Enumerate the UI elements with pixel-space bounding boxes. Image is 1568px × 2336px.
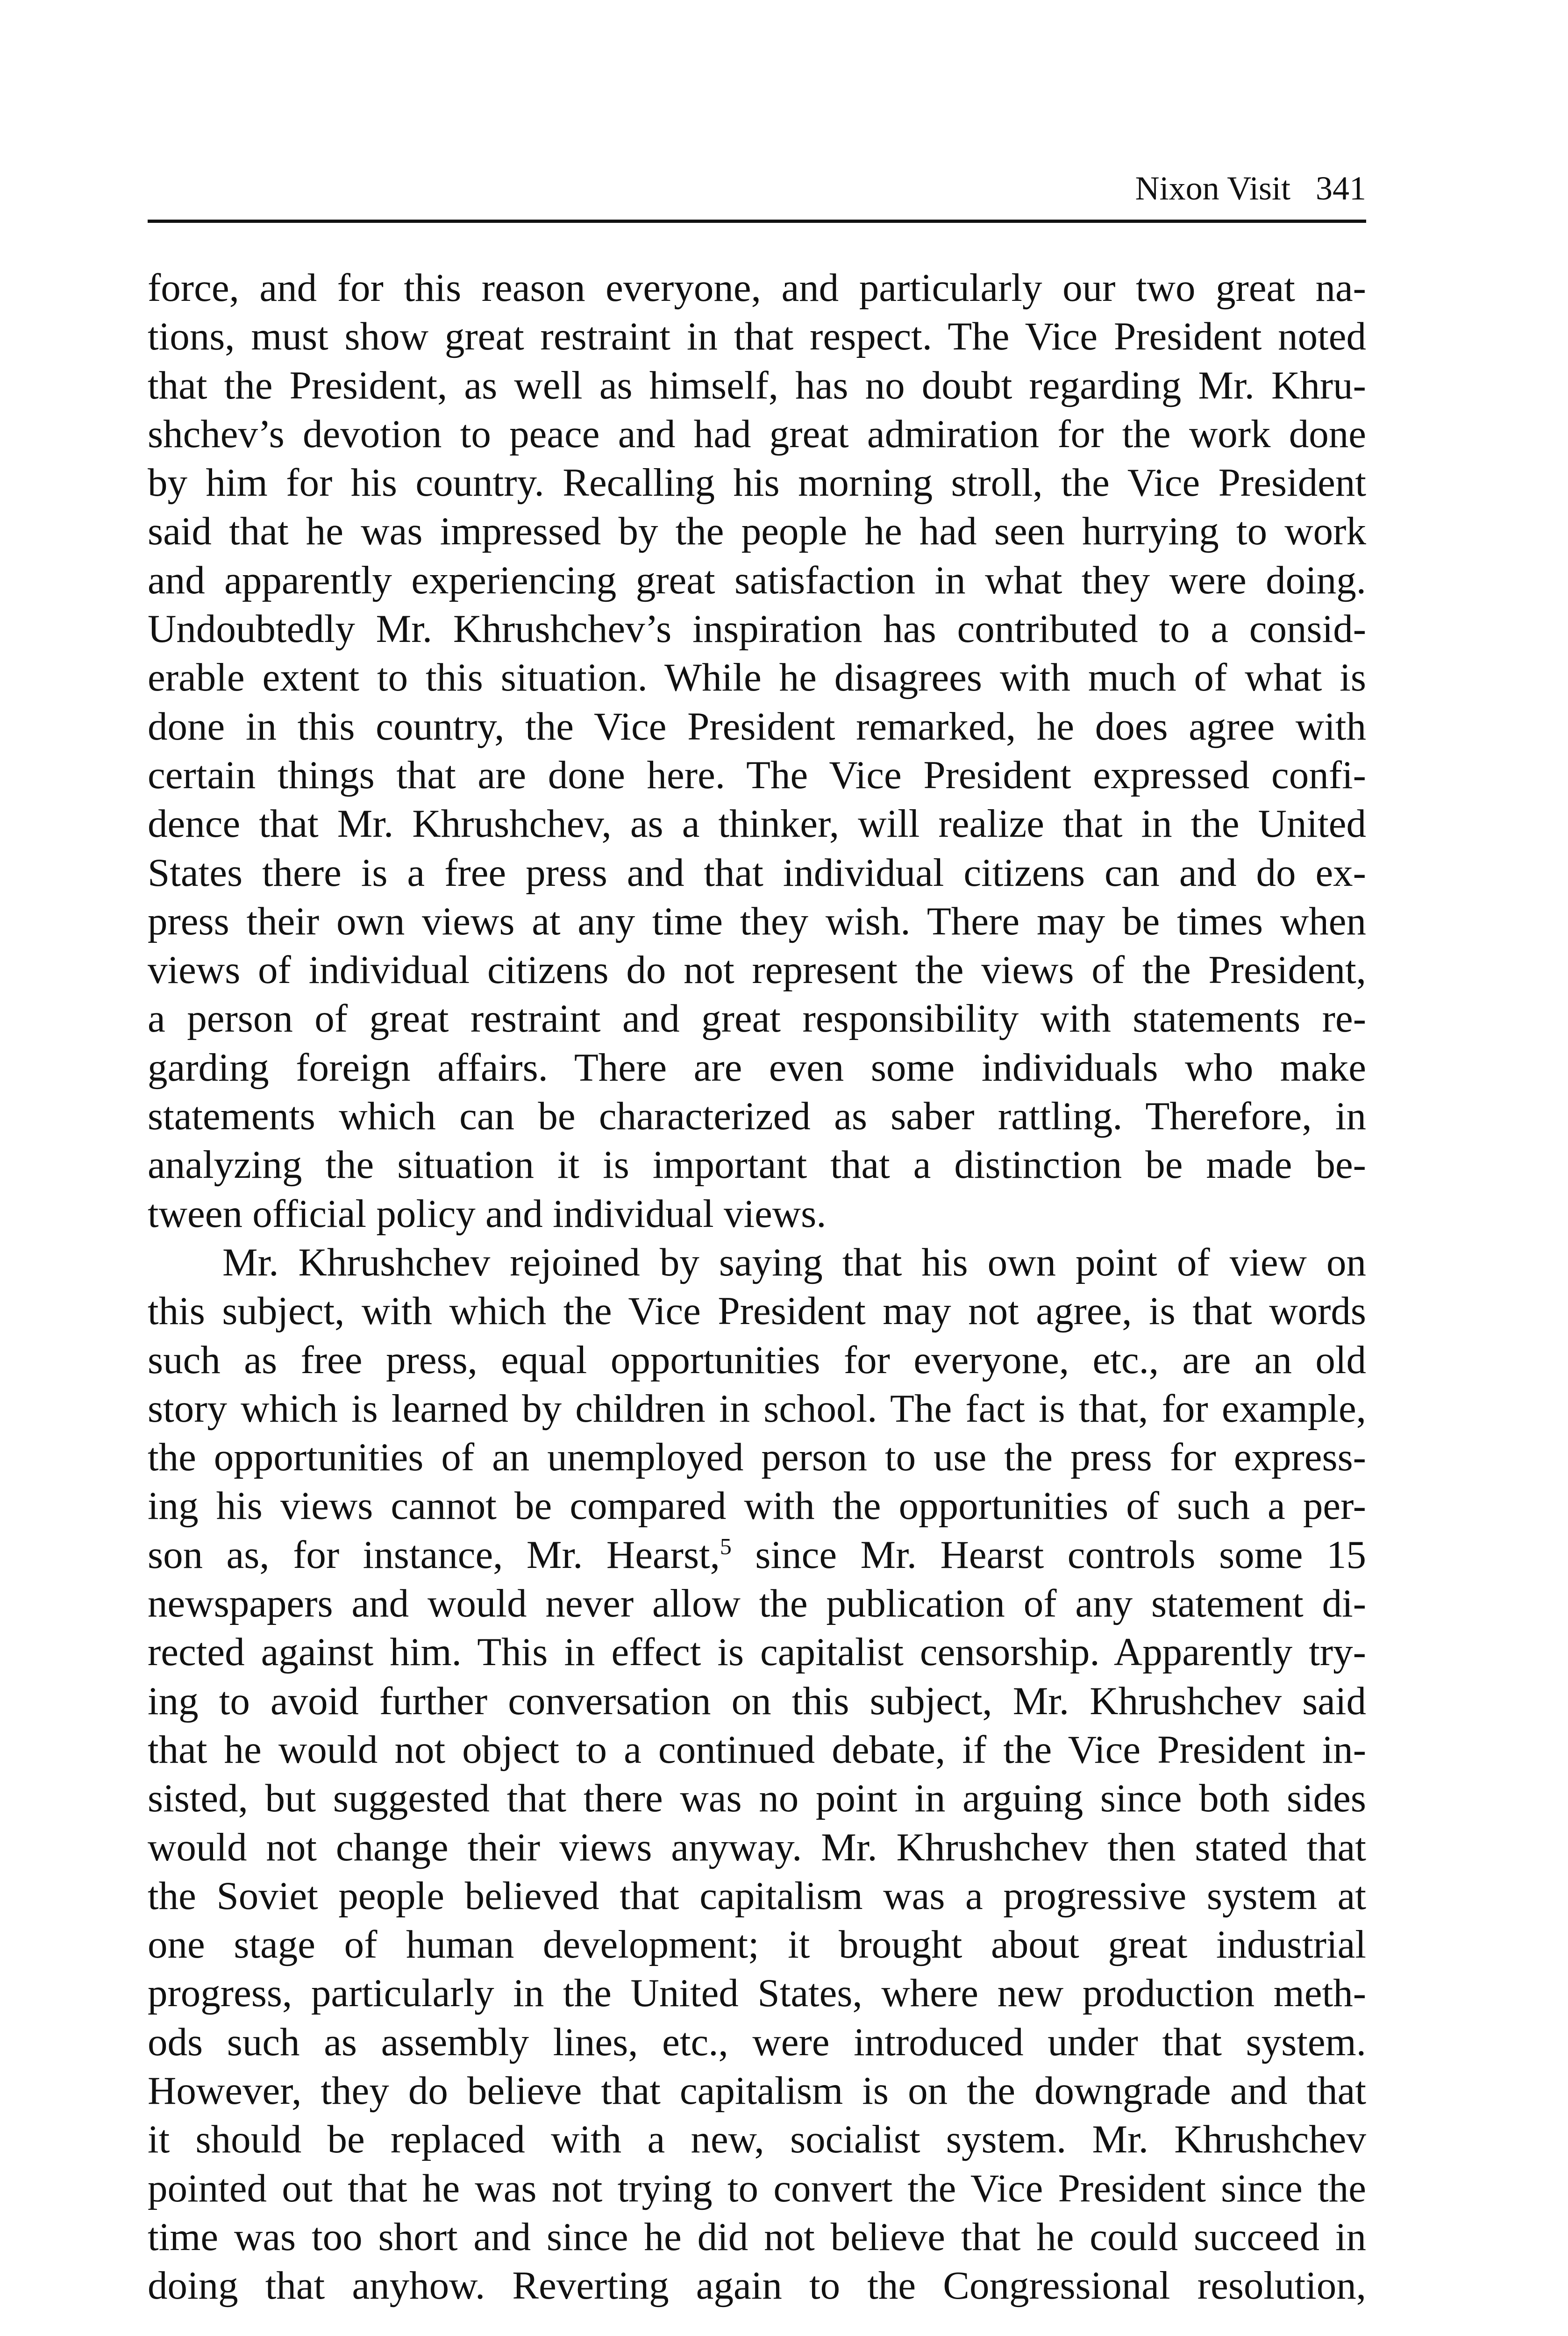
body-text — [148, 264, 1366, 2310]
text-line: that he would not object to a continued debate, if the Vice President in- — [148, 1727, 1366, 1772]
text-line: newspapers and would never allow the publication of any statement di- — [148, 1581, 1366, 1626]
text-line: sisted, but suggested that there was no point in arguing since both sides — [148, 1776, 1366, 1821]
text-line: rected against him. This in effect is capitalist censorship. Apparently try- — [148, 1630, 1366, 1674]
text-line: such as free press, equal opportunities for everyone, etc., are an old — [148, 1338, 1366, 1382]
text-line: States there is a free press and that individual citizens can and do ex- — [148, 850, 1366, 895]
text-line: and apparently experiencing great satisfaction in what they were doing. — [148, 558, 1366, 602]
text-line: tions, must show great restraint in that respect. The Vice President noted — [148, 314, 1366, 359]
text-line: this subject, with which the Vice President may not agree, is that words — [148, 1289, 1366, 1333]
text-line: doing that anyhow. Reverting again to the Congressional resolution, — [148, 2264, 1366, 2308]
text-line: garding foreign affairs. There are even some individuals who make — [148, 1045, 1366, 1090]
footnote-reference[interactable]: 5 — [720, 1533, 732, 1560]
text-line: ing his views cannot be compared with the opportunities of such a per- — [148, 1484, 1366, 1528]
text-line: time was too short and since he did not believe that he could succeed in — [148, 2215, 1366, 2259]
text-line: ods such as assembly lines, etc., were introduced under that system. — [148, 2020, 1366, 2064]
line-text: since Mr. Hearst controls some 15 — [731, 1532, 1366, 1577]
running-head: Nixon Visit 341 — [1135, 170, 1366, 207]
text-line: done in this country, the Vice President remarked, he does agree with — [148, 704, 1366, 748]
text-line: progress, particularly in the United States, where new production meth- — [148, 1971, 1366, 2016]
text-line: would not change their views anyway. Mr. Khrushchev then stated that — [148, 1825, 1366, 1869]
text-line: force, and for this reason everyone, and particularly our two great na- — [148, 266, 1366, 310]
text-line: statements which can be characterized as saber rattling. Therefore, in — [148, 1094, 1366, 1139]
text-line: a person of great restraint and great responsibility with statements re- — [148, 997, 1366, 1041]
text-line: the Soviet people believed that capitalism was a progressive system at — [148, 1873, 1366, 1918]
text-line: certain things that are done here. The Vice President expressed confi- — [148, 753, 1366, 797]
text-line: by him for his country. Recalling his morning stroll, the Vice President — [148, 461, 1366, 505]
text-line: ing to avoid further conversation on this subject, Mr. Khrushchev said — [148, 1679, 1366, 1723]
text-line: erable extent to this situation. While he disagrees with much of what is — [148, 655, 1366, 700]
text-line: it should be replaced with a new, socialist system. Mr. Khrushchev — [148, 2117, 1366, 2162]
text-line: that the President, as well as himself, has no doubt regarding Mr. Khru- — [148, 363, 1366, 407]
text-line: press their own views at any time they wish. There may be times when — [148, 899, 1366, 943]
text-line: the opportunities of an unemployed person to use the press for express- — [148, 1435, 1366, 1480]
text-line: tween official policy and individual views. — [148, 1191, 827, 1236]
text-line: story which is learned by children in school. The fact is that, for example, — [148, 1386, 1366, 1431]
text-line: However, they do believe that capitalism is on the downgrade and that — [148, 2068, 1366, 2113]
text-line-with-footnote-ref — [148, 1531, 1366, 1579]
text-line: pointed out that he was not trying to convert the Vice President since the — [148, 2166, 1366, 2210]
text-line: views of individual citizens do not represent the views of the President, — [148, 948, 1366, 992]
text-line: shchev’s devotion to peace and had great admiration for the work done — [148, 412, 1366, 456]
header-rule — [148, 220, 1366, 223]
text-line: Undoubtedly Mr. Khrushchev’s inspiration has contributed to a consid- — [148, 607, 1366, 651]
text-line: analyzing the situation it is important that a distinction be made be- — [148, 1143, 1366, 1187]
text-line: one stage of human development; it brought about great industrial — [148, 1923, 1366, 1967]
text-line: said that he was impressed by the people he had seen hurrying to work — [148, 509, 1366, 554]
text-line: dence that Mr. Khrushchev, as a thinker, will realize that in the United — [148, 802, 1366, 846]
line-text: son as, for instance, Mr. Hearst, — [148, 1532, 720, 1577]
text-line: Mr. Khrushchev rejoined by saying that his own point of view on — [222, 1240, 1366, 1284]
